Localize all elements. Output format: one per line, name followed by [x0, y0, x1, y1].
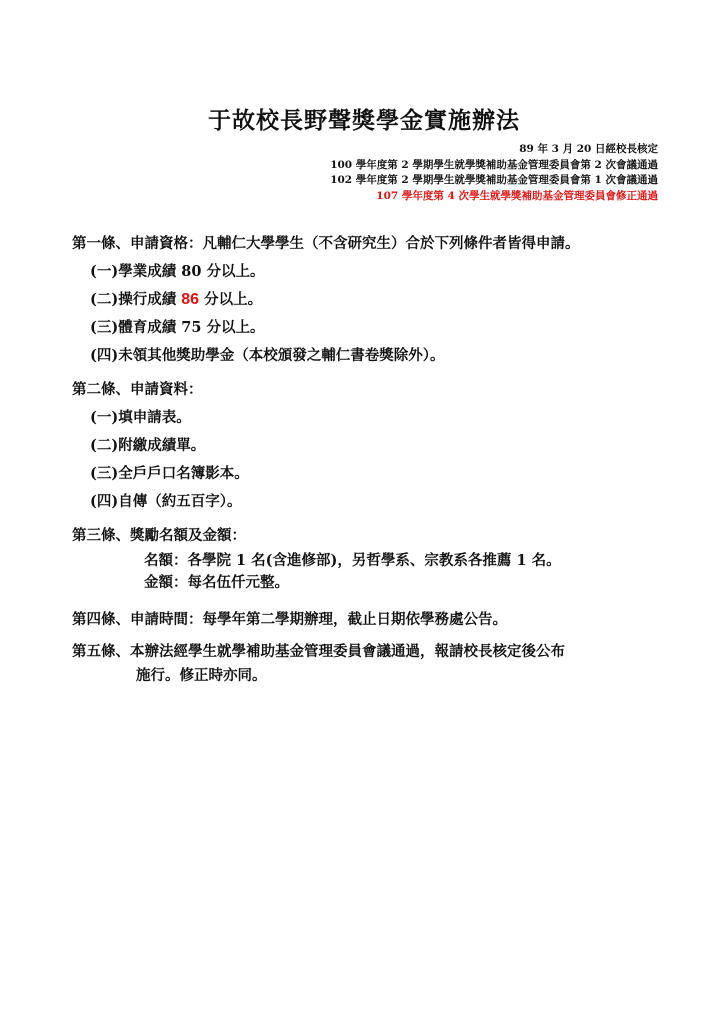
history-line-latest: 107 學年度第 4 次學生就學獎補助基金管理委員會修正通過	[376, 189, 658, 202]
conduct-score-value: 86	[181, 291, 200, 308]
article-5-line-2: 施行。修正時亦同。	[136, 667, 267, 684]
article-2-heading: 第二條、申請資料：	[72, 381, 203, 398]
article-1-item-1: (一)學業成績 80 分以上。	[90, 263, 265, 280]
article-1-item-4: (四)未領其他獎助學金（本校頒發之輔仁書卷獎除外）。	[90, 347, 445, 364]
article-2-item-4: (四)自傳（約五百字）。	[90, 493, 242, 510]
article-5-line-1: 第五條、本辦法經學生就學補助基金管理委員會議通過，報請校長核定後公布	[72, 643, 565, 660]
article-2-item-3: (三)全戶戶口名簿影本。	[90, 465, 249, 482]
article-2-item-1: (一)填申請表。	[90, 409, 191, 426]
history-line: 100 學年度第 2 學期學生就學獎補助基金管理委員會第 2 次會議通過	[330, 158, 658, 171]
article-1-item-2	[72, 286, 672, 314]
article-3-heading: 第三條、獎勵名額及金額：	[72, 527, 246, 544]
amendment-history	[330, 142, 658, 204]
history-line: 102 學年度第 2 學期學生就學獎補助基金管理委員會第 1 次會議通過	[330, 174, 658, 186]
article-3-quota: 名額：各學院 1 名(含進修部)，另哲學系、宗教系各推薦 1 名。	[144, 552, 561, 569]
article-1-item-2-suffix: 分以上。	[199, 291, 263, 308]
document-body	[72, 230, 672, 688]
article-2-item-2: (二)附繳成績單。	[90, 437, 206, 454]
article-1-heading: 第一條、申請資格：凡輔仁大學學生（不含研究生）合於下列條件者皆得申請。	[72, 235, 580, 252]
document-title: 于故校長野聲獎學金實施辦法	[208, 107, 520, 134]
history-line: 89 年 3 月 20 日經校長核定	[519, 143, 658, 155]
article-3-amount: 金額：每名伍仟元整。	[144, 574, 289, 591]
article-4-heading: 第四條、申請時間：每學年第二學期辦理，截止日期依學務處公告。	[72, 611, 507, 628]
article-1-item-2-prefix: (二)操行成績	[90, 291, 182, 308]
article-1-item-3: (三)體育成績 75 分以上。	[90, 319, 265, 336]
